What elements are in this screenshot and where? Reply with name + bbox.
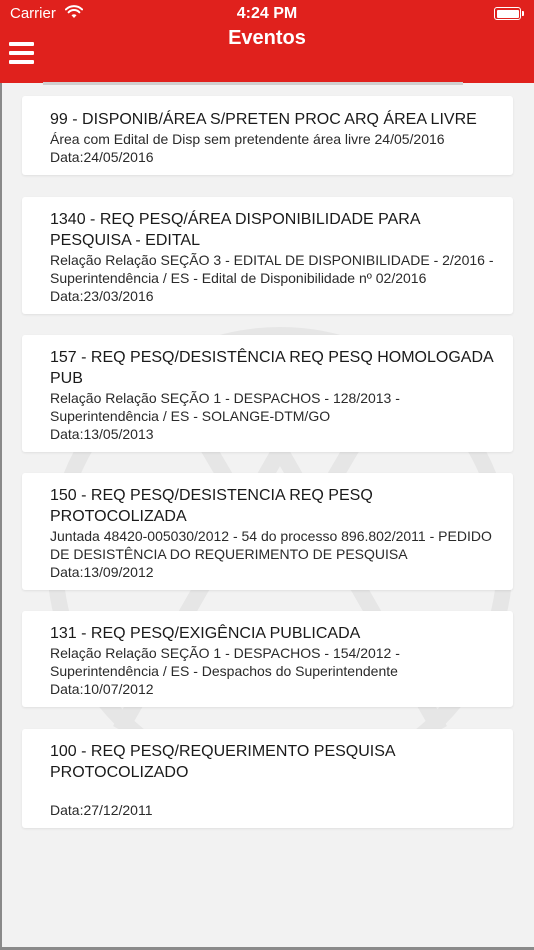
page-title: Eventos bbox=[228, 27, 306, 49]
event-card[interactable] bbox=[22, 473, 513, 590]
event-description bbox=[50, 783, 503, 801]
event-title: 99 - DISPONIB/ÁREA S/PRETEN PROC ARQ ÁREA LIVRE bbox=[50, 111, 477, 128]
event-description: Área com Edital de Disp sem pretendente área livre 24/05/2016 bbox=[50, 131, 445, 147]
header-divider bbox=[43, 82, 463, 85]
event-card[interactable] bbox=[22, 96, 513, 175]
event-description: Juntada 48420-005030/2012 - 54 do processo 896.802/2011 - PEDIDO DE DESISTÊNCIA DO REQUERIMENTO DE PESQUISA bbox=[50, 528, 492, 562]
event-description: Relação Relação SEÇÃO 3 - EDITAL DE DISPONIBILIDADE - 2/2016 - Superintendência / ES - Edital de Disponibilidade nº 02/2016 bbox=[50, 252, 494, 286]
event-card[interactable] bbox=[22, 197, 513, 314]
event-date: Data:13/05/2013 bbox=[50, 426, 154, 442]
event-date: Data:10/07/2012 bbox=[50, 681, 154, 697]
event-title: 150 - REQ PESQ/DESISTENCIA REQ PESQ PROTOCOLIZADA bbox=[50, 487, 373, 525]
status-time: 4:24 PM bbox=[236, 5, 298, 22]
event-title: 157 - REQ PESQ/DESISTÊNCIA REQ PESQ HOMOLOGADA PUB bbox=[50, 349, 493, 387]
carrier-label: Carrier bbox=[10, 5, 56, 22]
event-title: 131 - REQ PESQ/EXIGÊNCIA PUBLICADA bbox=[50, 625, 361, 642]
event-card[interactable] bbox=[22, 611, 513, 707]
event-title: 1340 - REQ PESQ/ÁREA DISPONIBILIDADE PARA PESQUISA - EDITAL bbox=[50, 211, 420, 249]
event-date: Data:27/12/2011 bbox=[50, 802, 153, 818]
navigation-bar bbox=[0, 0, 534, 83]
event-date: Data:23/03/2016 bbox=[50, 288, 154, 304]
event-card[interactable] bbox=[22, 729, 513, 828]
side-drawer-edge bbox=[0, 83, 2, 950]
event-title: 100 - REQ PESQ/REQUERIMENTO PESQUISA PROTOCOLIZADO bbox=[50, 743, 395, 781]
battery-icon bbox=[494, 7, 521, 20]
event-date: Data:24/05/2016 bbox=[50, 149, 154, 165]
status-bar bbox=[0, 0, 534, 28]
event-description: Relação Relação SEÇÃO 1 - DESPACHOS - 128/2013 - Superintendência / ES - SOLANGE-DTM/GO bbox=[50, 390, 400, 424]
event-card[interactable] bbox=[22, 335, 513, 452]
event-description: Relação Relação SEÇÃO 1 - DESPACHOS - 154/2012 - Superintendência / ES - Despachos do Superintendente bbox=[50, 645, 400, 679]
event-date: Data:13/09/2012 bbox=[50, 564, 154, 580]
